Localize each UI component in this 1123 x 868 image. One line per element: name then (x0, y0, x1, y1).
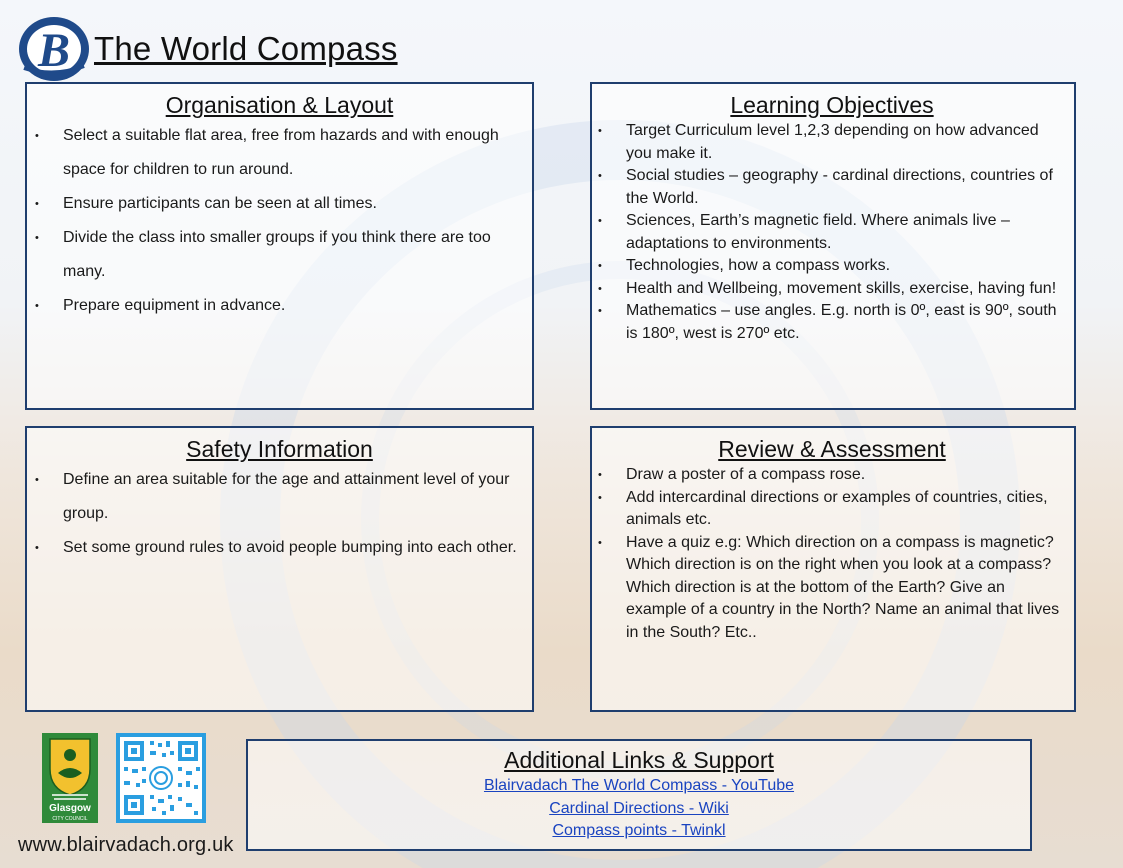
list-item: • Ensure participants can be seen at all times. (35, 195, 377, 212)
list-item: • Prepare equipment in advance. (35, 297, 286, 314)
list-item: • Set some ground rules to avoid people bumping into each other. (35, 539, 517, 556)
review-assessment-panel (590, 426, 1076, 712)
learning-objectives-heading: Learning Objectives (730, 92, 934, 118)
list-item: • Select a suitable flat area, free from hazards and with enough space for children to run around. (35, 127, 499, 178)
list-item: • Have a quiz e.g: Which direction on a compass is magnetic? Which direction is on the right when you look at a compass? Which direction is at the bottom of the Earth? Give an example of a country in the North? Name an animal that lives in the South? Etc.. (598, 533, 1060, 641)
list-item: • Social studies – geography - cardinal directions, countries of the World. (598, 167, 1053, 207)
organisation-list (33, 119, 526, 323)
svg-text:Glasgow: Glasgow (49, 803, 91, 814)
review-list (596, 464, 1068, 644)
qr-code-icon[interactable] (116, 733, 206, 823)
organisation-layout-panel (25, 82, 534, 410)
list-item: • Define an area suitable for the age and attainment level of your group. (35, 471, 510, 522)
additional-links-heading: Additional Links & Support (504, 747, 774, 773)
website-url: www.blairvadach.org.uk (18, 834, 234, 856)
svg-text:B: B (37, 24, 71, 77)
list-item: • Health and Wellbeing, movement skills, exercise, having fun! (598, 279, 1057, 297)
link-twinkl[interactable]: Compass points - Twinkl (552, 822, 726, 839)
list-item: • Sciences, Earth’s magnetic field. Where animals live – adaptations to environments. (598, 212, 1010, 252)
link-youtube[interactable]: Blairvadach The World Compass - YouTube (483, 777, 795, 794)
list-item: • Draw a poster of a compass rose. (598, 466, 866, 483)
additional-links-panel (246, 739, 1032, 851)
list-item: • Technologies, how a compass works. (598, 257, 891, 274)
page-header (18, 16, 398, 82)
review-assessment-heading: Review & Assessment (718, 436, 946, 462)
safety-information-heading: Safety Information (186, 436, 373, 462)
list-item: • Target Curriculum level 1,2,3 depending on how advanced you make it. (598, 122, 1039, 162)
organisation-layout-heading: Organisation & Layout (165, 92, 394, 118)
safety-list (33, 463, 526, 565)
page-title: The World Compass (94, 30, 398, 67)
objectives-list (596, 120, 1068, 345)
list-item: • Mathematics – use angles. E.g. north is 0º, east is 90º, south is 180º, west is 270º etc. (598, 302, 1057, 342)
svg-text:CITY COUNCIL: CITY COUNCIL (52, 816, 88, 822)
link-wiki[interactable]: Cardinal Directions - Wiki (549, 799, 729, 817)
learning-objectives-panel (590, 82, 1076, 410)
list-item: • Add intercardinal directions or examples of countries, cities, animals etc. (598, 488, 1048, 528)
safety-information-panel (25, 426, 534, 712)
list-item: • Divide the class into smaller groups if you think there are too many. (35, 229, 491, 280)
glasgow-city-council-logo (42, 733, 98, 823)
blairvadach-logo (18, 16, 90, 82)
